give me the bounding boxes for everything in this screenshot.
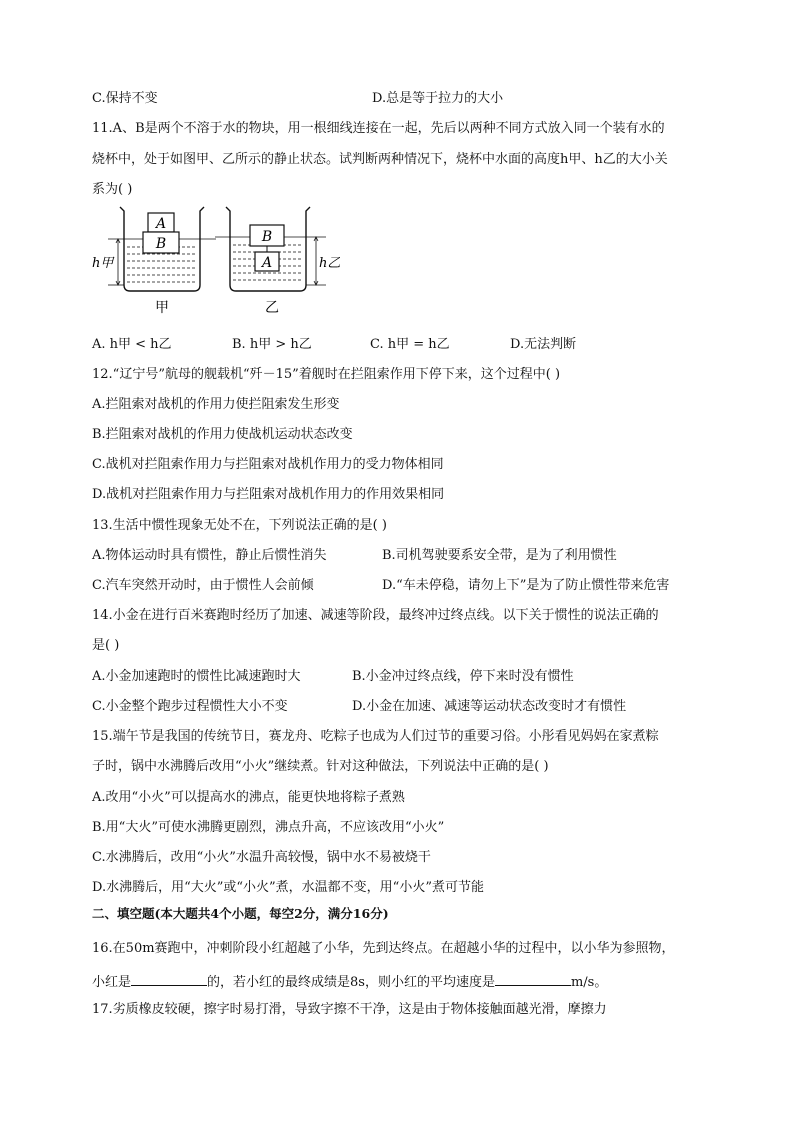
q12-option-b: B.拦阻索对战机的作用力使战机运动状态改变 — [92, 427, 353, 442]
label-a-right: A — [261, 255, 273, 271]
q16-blank-2[interactable] — [495, 971, 571, 986]
caption-left: 甲 — [155, 300, 169, 316]
label-h-right: h乙 — [319, 256, 340, 271]
q13-stem: 13.生活中惯性现象无处不在，下列说法正确的是( ) — [92, 518, 387, 533]
section-fill-in-title: 二、填空题(本大题共4个小题，每空2分，满分16分) — [92, 906, 389, 921]
q15-option-d: D.水沸腾后，用“大火”或“小火”煮，水温都不变，用“小火”煮可节能 — [92, 880, 484, 895]
q16-stem-line2 — [92, 971, 607, 992]
q11-stem-line2: 烧杯中，处于如图甲、乙所示的静止状态。试判断两种情况下，烧杯中水面的高度h甲、h乙的大小关 — [92, 152, 668, 167]
q11-option-b: B. h甲 > h乙 — [232, 337, 312, 352]
q10-option-d: D.总是等于拉力的大小 — [372, 91, 504, 106]
q14-option-d: D.小金在加速、减速等运动状态改变时才有惯性 — [352, 699, 627, 714]
q13-option-d: D.“车未停稳，请勿上下”是为了防止惯性带来危害 — [382, 578, 670, 593]
caption-right: 乙 — [265, 300, 279, 316]
q15-stem-line2: 子时，锅中水沸腾后改用“小火”继续煮。针对这种做法，下列说法中正确的是( ) — [92, 759, 549, 774]
q13-option-c: C.汽车突然开动时，由于惯性人会前倾 — [92, 578, 314, 593]
q10-option-c: C.保持不变 — [92, 91, 158, 106]
q11-option-c: C. h甲 = h乙 — [370, 337, 450, 352]
q16-blank-1[interactable] — [131, 971, 207, 986]
q14-option-a: A.小金加速跑时的惯性比减速跑时大 — [92, 669, 301, 684]
label-b-right: B — [261, 229, 273, 245]
q12-stem: 12.“辽宁号”航母的舰载机“歼－15”着舰时在拦阻索作用下停下来，这个过程中( ) — [92, 367, 561, 382]
q15-stem-line1: 15.端午节是我国的传统节日，赛龙舟、吃粽子也成为人们过节的重要习俗。小彤看见妈妈在家煮粽 — [92, 729, 659, 744]
beaker-left — [92, 207, 216, 316]
label-a-left: A — [155, 216, 167, 232]
label-b-left: B — [155, 236, 167, 252]
q11-option-d: D.无法判断 — [510, 337, 577, 352]
q14-option-c: C.小金整个跑步过程惯性大小不变 — [92, 699, 288, 714]
q11-stem-line1: 11.A、B是两个不溶于水的物块，用一根细线连接在一起，先后以两种不同方式放入同一个装有水的 — [92, 121, 665, 136]
q15-option-a: A.改用“小火”可以提高水的沸点，能更快地将粽子煮熟 — [92, 790, 405, 805]
q12-option-d: D.战机对拦阻索作用力与拦阻索对战机作用力的作用效果相同 — [92, 487, 445, 502]
q16-text-c: m/s。 — [570, 975, 608, 990]
q12-option-a: A.拦阻索对战机的作用力使拦阻索发生形变 — [92, 397, 340, 412]
q11-beaker-figure — [90, 203, 340, 318]
q15-option-c: C.水沸腾后，改用“小火”水温升高较慢，锅中水不易被烧干 — [92, 850, 431, 865]
beaker-right — [215, 207, 340, 316]
q16-text-a: 小红是 — [92, 975, 132, 990]
q14-stem-line1: 14.小金在进行百米赛跑时经历了加速、减速等阶段，最终冲过终点线。以下关于惯性的说法正确的 — [92, 608, 659, 623]
q14-option-b: B.小金冲过终点线，停下来时没有惯性 — [352, 669, 574, 684]
q17-stem-line1: 17.劣质橡皮较硬，擦字时易打滑，导致字擦不干净，这是由于物体接触面越光滑，摩擦力 — [92, 1002, 607, 1017]
q11-stem-line3: 系为( ) — [92, 182, 133, 197]
q13-option-a: A.物体运动时具有惯性，静止后惯性消失 — [92, 548, 327, 563]
q14-stem-line2: 是( ) — [92, 638, 120, 653]
label-h-left: h甲 — [92, 256, 114, 271]
q15-option-b: B.用“大火”可使水沸腾更剧烈，沸点升高，不应该改用“小火” — [92, 820, 445, 835]
q12-option-c: C.战机对拦阻索作用力与拦阻索对战机作用力的受力物体相同 — [92, 457, 444, 472]
q11-option-a: A. h甲 < h乙 — [92, 337, 172, 352]
q13-option-b: B.司机驾驶要系安全带，是为了利用惯性 — [382, 548, 617, 563]
q16-text-b: 的，若小红的最终成绩是8s，则小红的平均速度是 — [207, 975, 495, 990]
q16-stem-line1: 16.在50m赛跑中，冲刺阶段小红超越了小华，先到达终点。在超越小华的过程中，以小华为参照物， — [92, 941, 675, 956]
